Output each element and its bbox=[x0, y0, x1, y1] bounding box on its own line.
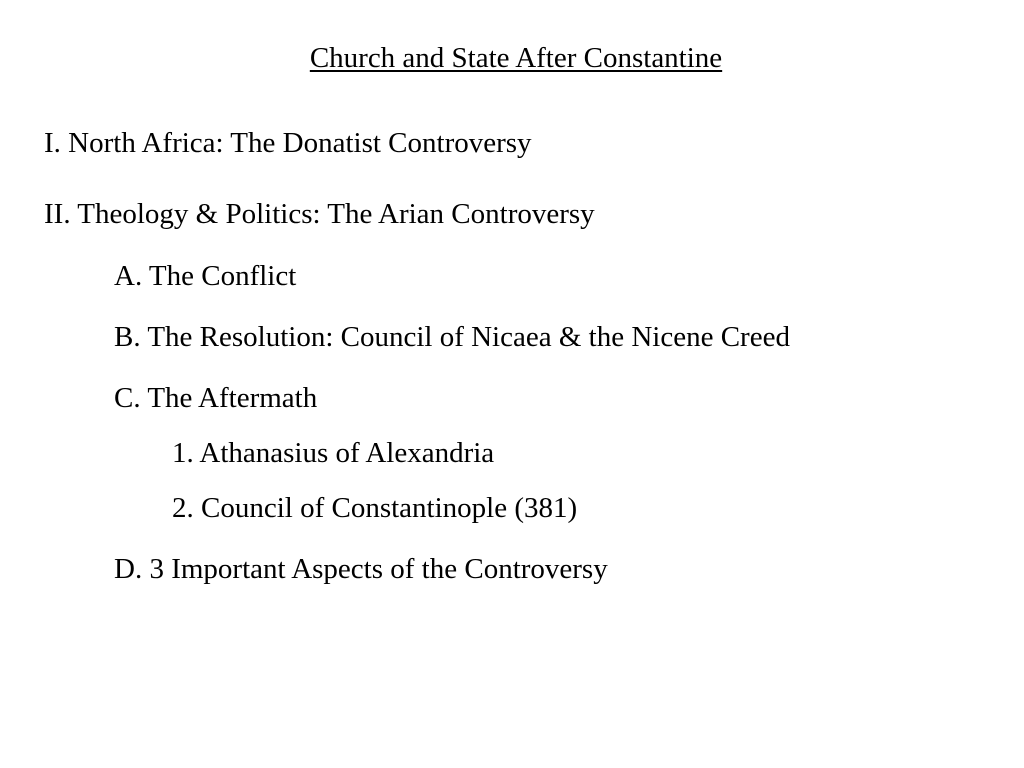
outline-subsection-b: B. The Resolution: Council of Nicaea & the Nicene Creed bbox=[114, 321, 790, 353]
outline-subsection-d: D. 3 Important Aspects of the Controversy bbox=[114, 553, 608, 585]
slide-title: Church and State After Constantine bbox=[309, 42, 723, 74]
outline-subsection-c: C. The Aftermath bbox=[114, 382, 318, 414]
outline-item-1: 1. Athanasius of Alexandria bbox=[172, 437, 495, 469]
outline-section-1: I. North Africa: The Donatist Controversy bbox=[44, 127, 532, 159]
outline-item-2: 2. Council of Constantinople (381) bbox=[172, 492, 578, 524]
outline-section-2: II. Theology & Politics: The Arian Controversy bbox=[44, 198, 595, 230]
outline-subsection-a: A. The Conflict bbox=[114, 260, 297, 292]
